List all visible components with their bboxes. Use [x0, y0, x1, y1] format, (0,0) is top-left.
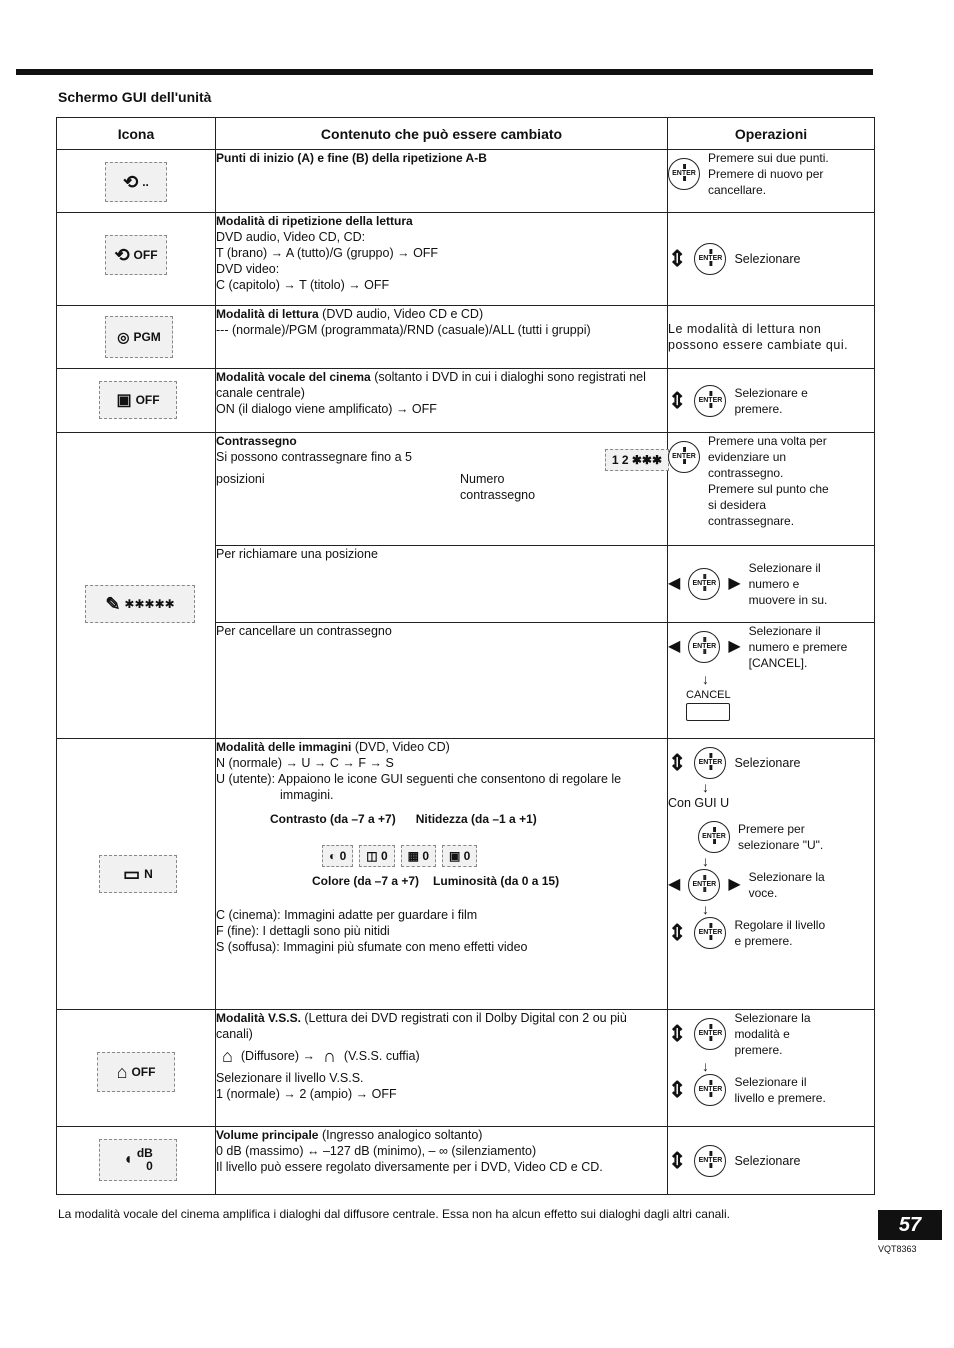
section-title: Schermo GUI dell'unità: [58, 89, 212, 105]
page-number: 57: [878, 1210, 942, 1240]
updown-arrow-icon: ⇕: [668, 1021, 687, 1046]
volume-icon: ◖ dB 0: [99, 1139, 177, 1181]
header-operazioni: Operazioni: [668, 118, 875, 150]
enter-icon: III ENTER III: [694, 917, 726, 949]
play-mode-icon: ◎ PGM: [105, 316, 173, 358]
updown-arrow-icon: ⇕: [668, 920, 687, 945]
left-arrow-icon: ◀: [668, 638, 681, 655]
row-title: Punti di inizio (A) e fine (B) della ripetizione A-B: [216, 151, 487, 165]
doc-code: VQT8363: [878, 1244, 917, 1254]
gui-table: Icona Contenuto che può essere cambiato Operazioni ⟲ .. Punti di inizio (A) e fine (B) della ripetizione A-B III ENTER III Premere sui due punti. Premere di nuovo per cancellare. ⟲ OFF Modalità di ripetizione della lettura DVD audio, Video CD, CD: T (brano) → A (tutto)/G (gruppo) → OFF DVD video: C (capitolo) → T (titolo) → OFF ⇕ III ENTER III Selezionare ◎ PGM Modalità di lettura (DVD audio, Video CD e CD) --- (normale)/PGM (programmata)/RND (casuale)/ALL (tutti i gruppi) Le modalità di lettura non possono essere cambiate qui. ▣ OFF Modalità vocale del cinema (soltanto i DVD in cui i dialoghi sono registrati nel canale centrale) ON (il dialogo viene amplificato) → OFF ⇕ III ENTER III Selezionare e premere. ✎ ✱✱✱✱✱ Contrassegno Si possono contrassegnare fino a 5 1 2 ✱✱✱ posizioni Numero contrassegno III ENTER III Premere una volta per evidenziare un contrassegno. Premere sul punto che si desidera contrassegnare. Per richiamare una posizione ◀ III ENTER III ▶ Selezionare il numero e muovere in su. Per cancellare un contrassegno ◀ III ENTER III ▶ Selezionare il numero e premere [CANCEL]. ↓ CANCEL ▭ N Modalità delle immagini (DVD, Video CD) N (normale) → U → C → F → S U (utente): Appaiono le icone GUI seguenti che consentono di regolare le immagini. Contrasto (da –7 a +7) Nitidezza (da –1 a +1) ◐ 0 ◫ 0 ▦ 0 ▣ 0 Colore (da –7 a +7) Luminosità (da 0 a 15) C (cinema): Immagini adatte per guardare i film F (fine): I dettagli sono più nitidi S (soffusa): Immagini più sfumate con meno effetti video ⇕ III ENTER III Selezionare ↓ Con GUI U III ENTER III Premere per selezionare "U". ↓ ◀ III ENTER III ▶ Selezionare la voce. ↓ ⇕ III ENTER III Regolare il livello e premere. ⌂ OFF Modalità V.S.S. (Lettura dei DVD registrati con il Dolby Digital con 2 ou più canali) ⌂ (Diffusore) → ∩ (V.S.S. cuffia) Selezionare il livello V.S.S. 1 (normale) → 2 (ampio) → OFF ⇕ III ENTER III Selezionare la modalità e premere. ↓ ⇕ III ENTER III Selezionare il livello e premere. ◖ dB 0 Volume principale (Ingresso analogico soltanto) 0 dB (massimo) ↔ –127 dB (minimo), – ∞ (silenziamento) Il livello può essere regolato diversamente per i DVD, Video CD e CD. ⇕ III ENTER III Selezionare: [56, 117, 875, 1195]
top-rule: [16, 69, 873, 75]
header-contenuto: Contenuto che può essere cambiato: [216, 118, 668, 150]
enter-icon: III ENTER III: [694, 243, 726, 275]
enter-icon: III ENTER III: [698, 821, 730, 853]
enter-icon: III ENTER III: [688, 869, 720, 901]
header-icona: Icona: [57, 118, 216, 150]
enter-icon: III ENTER III: [694, 747, 726, 779]
cancel-button-icon: [686, 703, 730, 721]
speaker-icon: ⌂: [222, 1046, 233, 1066]
updown-arrow-icon: ⇕: [668, 246, 687, 271]
right-arrow-icon: ▶: [728, 876, 741, 893]
down-arrow-icon: ↓: [702, 779, 709, 795]
updown-arrow-icon: ⇕: [668, 387, 687, 413]
picture-mode-icon: ▭ N: [99, 855, 177, 893]
enter-icon: III ENTER III: [668, 158, 700, 190]
footnote: La modalità vocale del cinema amplifica i dialoghi dal diffusore centrale. Essa non ha alcun effetto sui dialoghi dagli altri canali.: [58, 1207, 730, 1221]
vss-icon: ⌂ OFF: [97, 1052, 175, 1092]
repeat-mode-icon: ⟲ OFF: [105, 235, 167, 275]
left-arrow-icon: ◀: [668, 876, 681, 893]
marker-icon: ✎ ✱✱✱✱✱: [85, 585, 195, 623]
cinema-voice-icon: ▣ OFF: [99, 381, 177, 419]
updown-arrow-icon: ⇕: [668, 1077, 687, 1102]
enter-icon: III ENTER III: [694, 1145, 726, 1177]
row-title: Modalità di ripetizione della lettura: [216, 214, 413, 228]
updown-arrow-icon: ⇕: [668, 750, 687, 775]
down-arrow-icon: ↓: [702, 671, 709, 687]
down-arrow-icon: ↓: [702, 901, 709, 917]
enter-icon: III ENTER III: [694, 385, 726, 417]
enter-icon: III ENTER III: [668, 441, 700, 473]
down-arrow-icon: ↓: [702, 1058, 709, 1074]
enter-icon: III ENTER III: [694, 1018, 726, 1050]
enter-icon: III ENTER III: [688, 568, 720, 600]
headphone-icon: ∩: [322, 1046, 336, 1066]
picture-sliders: ◐ 0 ◫ 0 ▦ 0 ▣ 0: [322, 845, 667, 867]
ab-repeat-icon: ⟲ ..: [105, 162, 167, 202]
down-arrow-icon: ↓: [702, 853, 709, 869]
enter-icon: III ENTER III: [688, 631, 720, 663]
enter-icon: III ENTER III: [694, 1074, 726, 1106]
right-arrow-icon: ▶: [728, 575, 741, 592]
updown-arrow-icon: ⇕: [668, 1147, 687, 1173]
right-arrow-icon: ▶: [728, 638, 741, 655]
left-arrow-icon: ◀: [668, 575, 681, 592]
marker-example: 1 2 ✱✱✱: [605, 449, 669, 471]
